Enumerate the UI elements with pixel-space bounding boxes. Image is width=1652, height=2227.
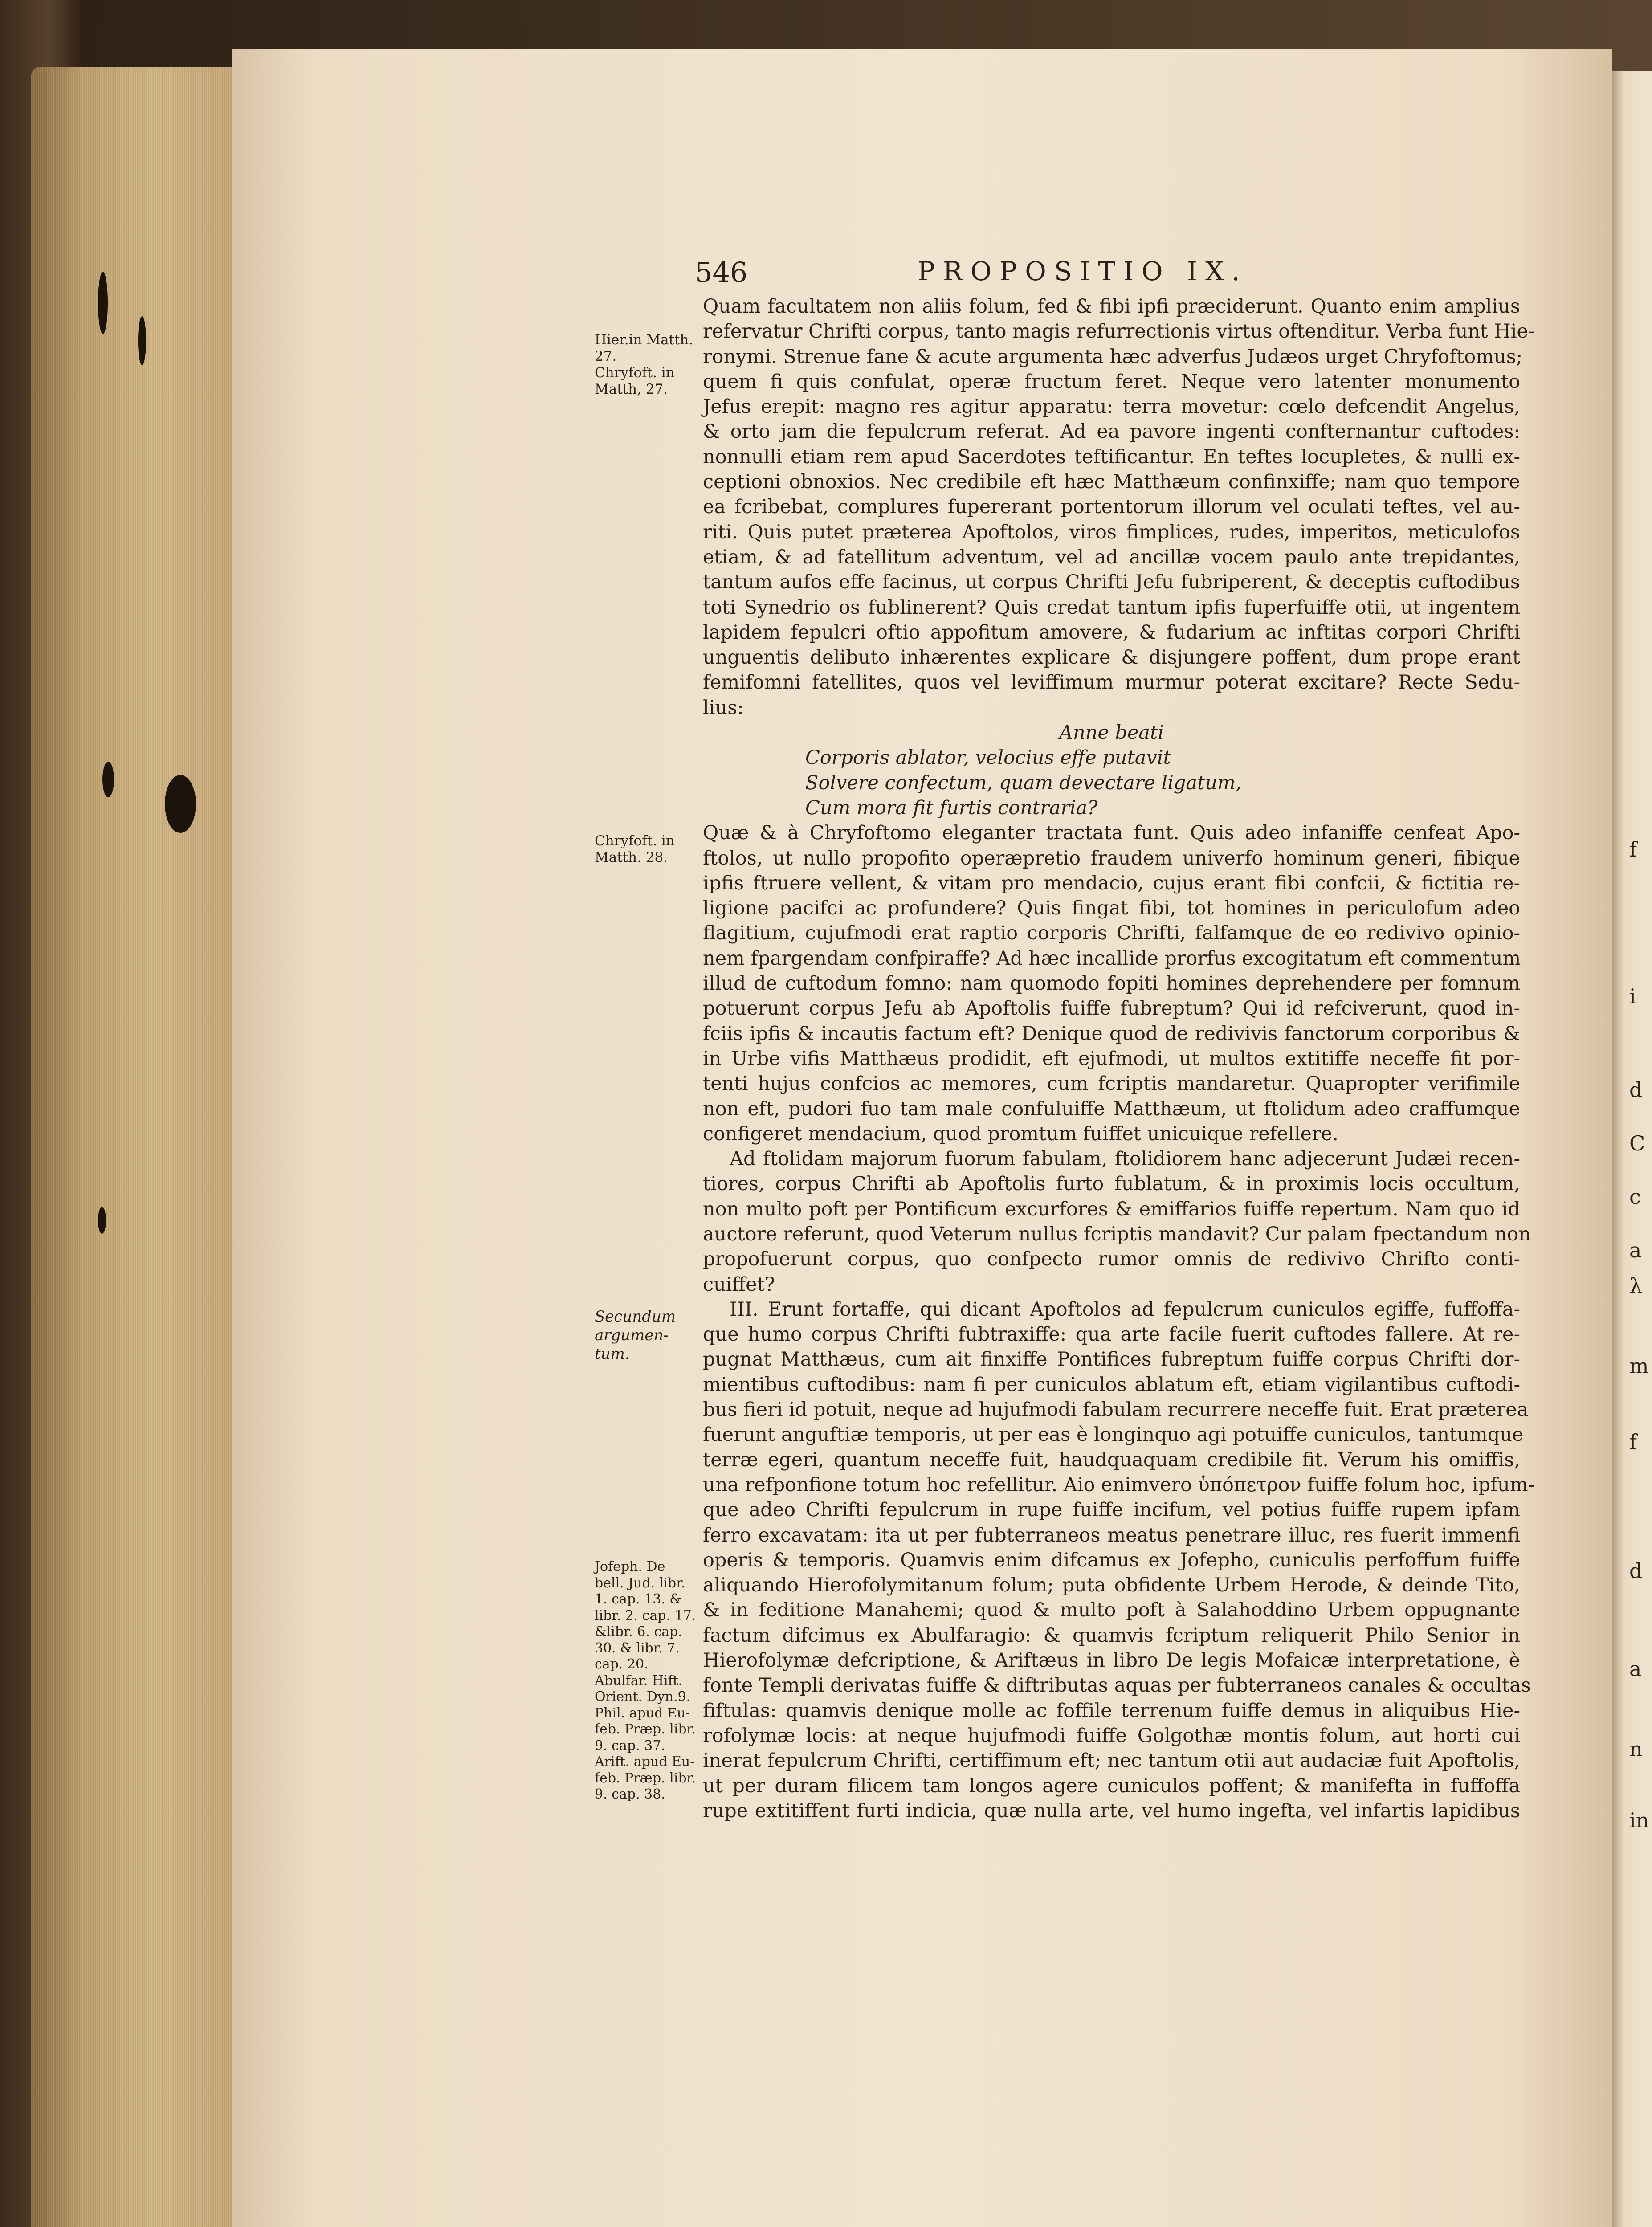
text-line: que adeo Chrifti fepulcrum in rupe fuiffe incifum, vel potius fuiffe rupem ipfam xyxy=(703,1499,1520,1521)
text-line: Hierofolymæ defcriptione, & Ariftæus in libro De legis Mofaicæ interpretatione, è xyxy=(703,1649,1520,1672)
facing-glyph: f xyxy=(1629,837,1637,861)
marginal-note-line: 1. cap. 13. & xyxy=(595,1591,682,1607)
text-line: ea fcribebat, complures fupererant portentorum illorum vel oculati teftes, vel au- xyxy=(703,496,1520,518)
marginal-note-line: feb. Præp. libr. xyxy=(595,1721,696,1737)
text-line: ronymi. Strenue fane & acute argumenta hæc adverfus Judæos urget Chryfoftomus; xyxy=(703,345,1523,368)
text-line: etiam, & ad fatellitum adventum, vel ad ancillæ vocem paulo ante trepidantes, xyxy=(703,546,1520,568)
text-line: & in feditione Manahemi; quod & multo poft à Salahoddino Urbem oppugnante xyxy=(703,1599,1520,1622)
text-line: illud de cuftodum fomno: nam quomodo fopiti homines deprehendere per fomnum xyxy=(703,972,1520,995)
text-line: aliquando Hierofolymitanum folum; puta obfidente Urbem Herode, & deinde Tito, xyxy=(703,1574,1520,1597)
text-line: Solvere confectum, quam devectare ligatum, xyxy=(805,771,1242,794)
facing-page-edge xyxy=(1612,71,1652,2227)
page-number: 546 xyxy=(695,256,748,289)
book-fore-edge xyxy=(31,67,241,2227)
text-line: bus fieri id potuit, neque ad hujufmodi fabulam recurrere neceffe fuit. Erat præterea xyxy=(703,1399,1529,1421)
text-line: lius: xyxy=(703,696,744,719)
text-line: Quam facultatem non aliis folum, fed & fibi ipfi præciderunt. Quanto enim amplius xyxy=(703,295,1520,318)
text-line: pugnat Matthæus, cum ait finxiffe Pontifices fubreptum fuiffe corpus Chrifti dor- xyxy=(703,1348,1520,1371)
ink-stain xyxy=(165,775,196,833)
text-line: cuiffet? xyxy=(703,1273,775,1296)
text-line: tantum aufos effe facinus, ut corpus Chrifti Jefu fubriperent, & deceptis cuftodibus xyxy=(703,571,1520,594)
facing-glyph: a xyxy=(1629,1657,1642,1681)
text-line: lapidem fepulcri oftio appofitum amovere, & fudarium ac inftitas corpori Chrifti xyxy=(703,621,1520,644)
text-line: riti. Quis putet præterea Apoftolos, viros fimplices, rudes, imperitos, meticulofos xyxy=(703,521,1520,543)
marginal-note-line: Secundum xyxy=(595,1308,676,1326)
facing-glyph: in xyxy=(1629,1808,1649,1832)
marginal-note-line: 30. & libr. 7. xyxy=(595,1640,680,1656)
text-line: Jefus erepit: magno res agitur apparatu: terra movetur: cœlo defcendit Angelus, xyxy=(703,396,1520,418)
text-line: tenti hujus confcios ac memores, cum fcriptis mandaretur. Quapropter verifimile xyxy=(703,1073,1520,1095)
facing-glyph: d xyxy=(1629,1559,1643,1583)
text-line: refervatur Chrifti corpus, tanto magis refurrectionis virtus oftenditur. Verba funt Hie- xyxy=(703,320,1535,343)
marginal-note-line: Matth. 28. xyxy=(595,849,668,865)
text-line: ut per duram filicem tam longos agere cuniculos poffent; & manifefta in fuffoffa xyxy=(703,1774,1520,1797)
marginal-note-line: libr. 2. cap. 17. xyxy=(595,1607,696,1623)
text-line: rofolymæ locis: at neque hujufmodi fuiffe Golgothæ montis folum, aut horti cui xyxy=(703,1724,1520,1747)
marginal-note-line: Abulfar. Hift. xyxy=(595,1672,683,1689)
marginal-note-line: Chryfoft. in xyxy=(595,365,675,381)
ink-stain xyxy=(98,1207,106,1234)
text-line: flagitium, cujufmodi erat raptio corporis Chrifti, falfamque de eo redivivo opinio- xyxy=(703,922,1520,945)
marginal-note-line: bell. Jud. libr. xyxy=(595,1575,685,1591)
text-line: inerat fepulcrum Chrifti, certiffimum eft; nec tantum otii aut audaciæ fuit Apoftolis, xyxy=(703,1750,1520,1772)
text-line: ferro excavatam: ita ut per fubterraneos meatus penetrare illuc, res fuerit immenfi xyxy=(703,1524,1520,1546)
text-line: configeret mendacium, quod promtum fuiffet unicuique refellere. xyxy=(703,1122,1338,1145)
text-line: potuerunt corpus Jefu ab Apoftolis fuiffe fubreptum? Qui id refciverunt, quod in- xyxy=(703,997,1520,1020)
text-line: fuerunt anguftiæ temporis, ut per eas è longinquo agi potuiffe cuniculos, tantumque xyxy=(703,1423,1524,1446)
marginal-note-line: tum. xyxy=(595,1345,630,1363)
text-line: terræ egeri, quantum neceffe fuit, haudquaquam credibile fit. Verum his omiffis, xyxy=(703,1448,1520,1471)
text-line: in Urbe vifis Matthæus prodidit, eft ejufmodi, ut multos extitiffe neceffe fit por- xyxy=(703,1047,1520,1070)
text-line: fiftulas: quamvis denique molle ac foffile terrenum fuiffe demus in aliquibus Hie- xyxy=(703,1699,1520,1722)
text-line: fciis ipfis & incautis factum eft? Denique quod de redivivis fanctorum corporibus & xyxy=(703,1022,1520,1045)
facing-glyph: m xyxy=(1629,1354,1649,1378)
text-line: toti Synedrio os fublinerent? Quis credat tantum ipfis fuperfuiffe otii, ut ingentem xyxy=(703,596,1520,619)
text-line: Cum mora fit furtis contraria? xyxy=(805,796,1098,819)
text-line: non multo poft per Pontificum excurfores & emiffarios fuiffe repertum. Nam quo id xyxy=(703,1198,1520,1220)
text-line: non eft, pudori fuo tam male confuluiffe Matthæum, ut ftolidum adeo craffumque xyxy=(703,1097,1520,1120)
facing-glyph: a xyxy=(1629,1238,1642,1262)
marginal-note-line: Orient. Dyn.9. xyxy=(595,1689,691,1705)
facing-glyph: n xyxy=(1629,1737,1643,1761)
marginal-note-line: Hier.in Matth. xyxy=(595,332,693,348)
text-line: tiores, corpus Chrifti ab Apoftolis furto fublatum, & in proximis locis occultum, xyxy=(703,1173,1520,1195)
text-line: Anne beati xyxy=(1059,722,1164,744)
marginal-note-line: 9. cap. 37. xyxy=(595,1738,665,1754)
marginal-note-line: argumen- xyxy=(595,1326,669,1344)
facing-glyph: C xyxy=(1629,1131,1645,1155)
facing-glyph: c xyxy=(1629,1185,1641,1209)
marginal-note-line: cap. 20. xyxy=(595,1656,649,1672)
text-line: Corporis ablator, velocius effe putavit xyxy=(805,746,1171,769)
marginal-note-line: 9. cap. 38. xyxy=(595,1786,665,1802)
text-line: fonte Templi derivatas fuiffe & diftributas aquas per fubterraneos canales & occultas xyxy=(703,1674,1531,1697)
text-line: rupe extitiffent furti indicia, quæ nulla arte, vel humo ingefta, vel infartis lapidibus xyxy=(703,1799,1520,1822)
text-line: nonnulli etiam rem apud Sacerdotes teftificantur. En teftes locupletes, & nulli ex- xyxy=(703,445,1520,468)
marginal-note-line: Chryfoft. in xyxy=(595,833,675,849)
text-line: auctore referunt, quod Veterum nullus fcriptis mandavit? Cur palam fpectandum non xyxy=(703,1223,1531,1245)
text-line: una refponfione totum hoc refellitur. Aio enimvero ὑπόπετρον fuiffe folum hoc, ipfum- xyxy=(703,1473,1535,1496)
facing-glyph: i xyxy=(1629,984,1636,1008)
page-header xyxy=(695,256,1399,292)
ink-stain xyxy=(102,762,114,797)
facing-glyph: f xyxy=(1629,1430,1637,1454)
text-line: que humo corpus Chrifti fubtraxiffe: qua arte facile fuerit cuftodes fallere. At re- xyxy=(703,1323,1520,1346)
text-line: unguentis delibuto inhærentes explicare & disjungere poffent, dum prope erant xyxy=(703,646,1520,669)
running-title: PROPOSITIO IX. xyxy=(918,256,1248,286)
marginal-note-line: &libr. 6. cap. xyxy=(595,1624,682,1640)
text-line: propofuerunt corpus, quo confpecto rumor omnis de redivivo Chrifto conti- xyxy=(703,1248,1520,1271)
ink-stain xyxy=(98,272,108,334)
marginal-note-line: 27. xyxy=(595,348,617,364)
text-line: III. Erunt fortaffe, qui dicant Apoftolos ad fepulcrum cuniculos egiffe, fuffoffa- xyxy=(730,1298,1520,1321)
text-line: factum difcimus ex Abulfaragio: & quamvis fcriptum reliquerit Philo Senior in xyxy=(703,1624,1520,1647)
text-line: ligione pacifci ac profundere? Quis fingat fibi, tot homines in periculofum adeo xyxy=(703,897,1520,920)
marginal-note-line: Matth, 27. xyxy=(595,381,668,397)
text-line: mientibus cuftodibus: nam fi per cuniculos ablatum eft, etiam vigilantibus cuftodi- xyxy=(703,1373,1520,1396)
text-line: ceptioni obnoxios. Nec credibile eft hæc Matthæum confinxiffe; nam quo tempore xyxy=(703,471,1520,494)
marginal-note-line: Jofeph. De xyxy=(595,1559,665,1574)
marginal-note xyxy=(595,332,693,398)
marginal-note xyxy=(595,1307,676,1363)
facing-glyph: λ xyxy=(1629,1274,1643,1298)
text-line: nem fpargendam confpiraffe? Ad hæc incallide prorfus excogitatum eft commentum xyxy=(703,947,1521,970)
text-line: Quæ & à Chryfoftomo eleganter tractata funt. Quis adeo infaniffe cenfeat Apo- xyxy=(703,822,1520,844)
body-text xyxy=(703,294,1535,1823)
marginal-note-line: Phil. apud Eu- xyxy=(595,1705,690,1721)
text-line: ipfis ftruere vellent, & vitam pro mendacio, cujus erant fibi confcii, & fictitia re- xyxy=(703,872,1520,894)
marginal-note-line: Arift. apud Eu- xyxy=(595,1754,695,1770)
marginal-note-line: feb. Præp. libr. xyxy=(595,1770,696,1786)
text-line: Ad ftolidam majorum fuorum fabulam, ftolidiorem hanc adjecerunt Judæi recen- xyxy=(730,1148,1520,1171)
marginal-note xyxy=(595,833,675,866)
text-line: quem fi quis confulat, operæ fructum feret. Neque vero latenter monumento xyxy=(703,370,1520,393)
text-line: ftolos, ut nullo propofito operæpretio fraudem univerfo hominum generi, fibique xyxy=(703,847,1520,869)
text-line: operis & temporis. Quamvis enim difcamus ex Jofepho, cuniculis perfoffum fuiffe xyxy=(703,1549,1520,1571)
text-line: & orto jam die fepulcrum referat. Ad ea pavore ingenti confternantur cuftodes: xyxy=(703,420,1520,443)
ink-stain xyxy=(138,316,146,365)
marginal-note xyxy=(595,1559,696,1803)
facing-glyph: d xyxy=(1629,1078,1643,1102)
text-line: femifomni fatellites, quos vel leviffimum murmur poterat excitare? Recte Sedu- xyxy=(703,671,1520,694)
